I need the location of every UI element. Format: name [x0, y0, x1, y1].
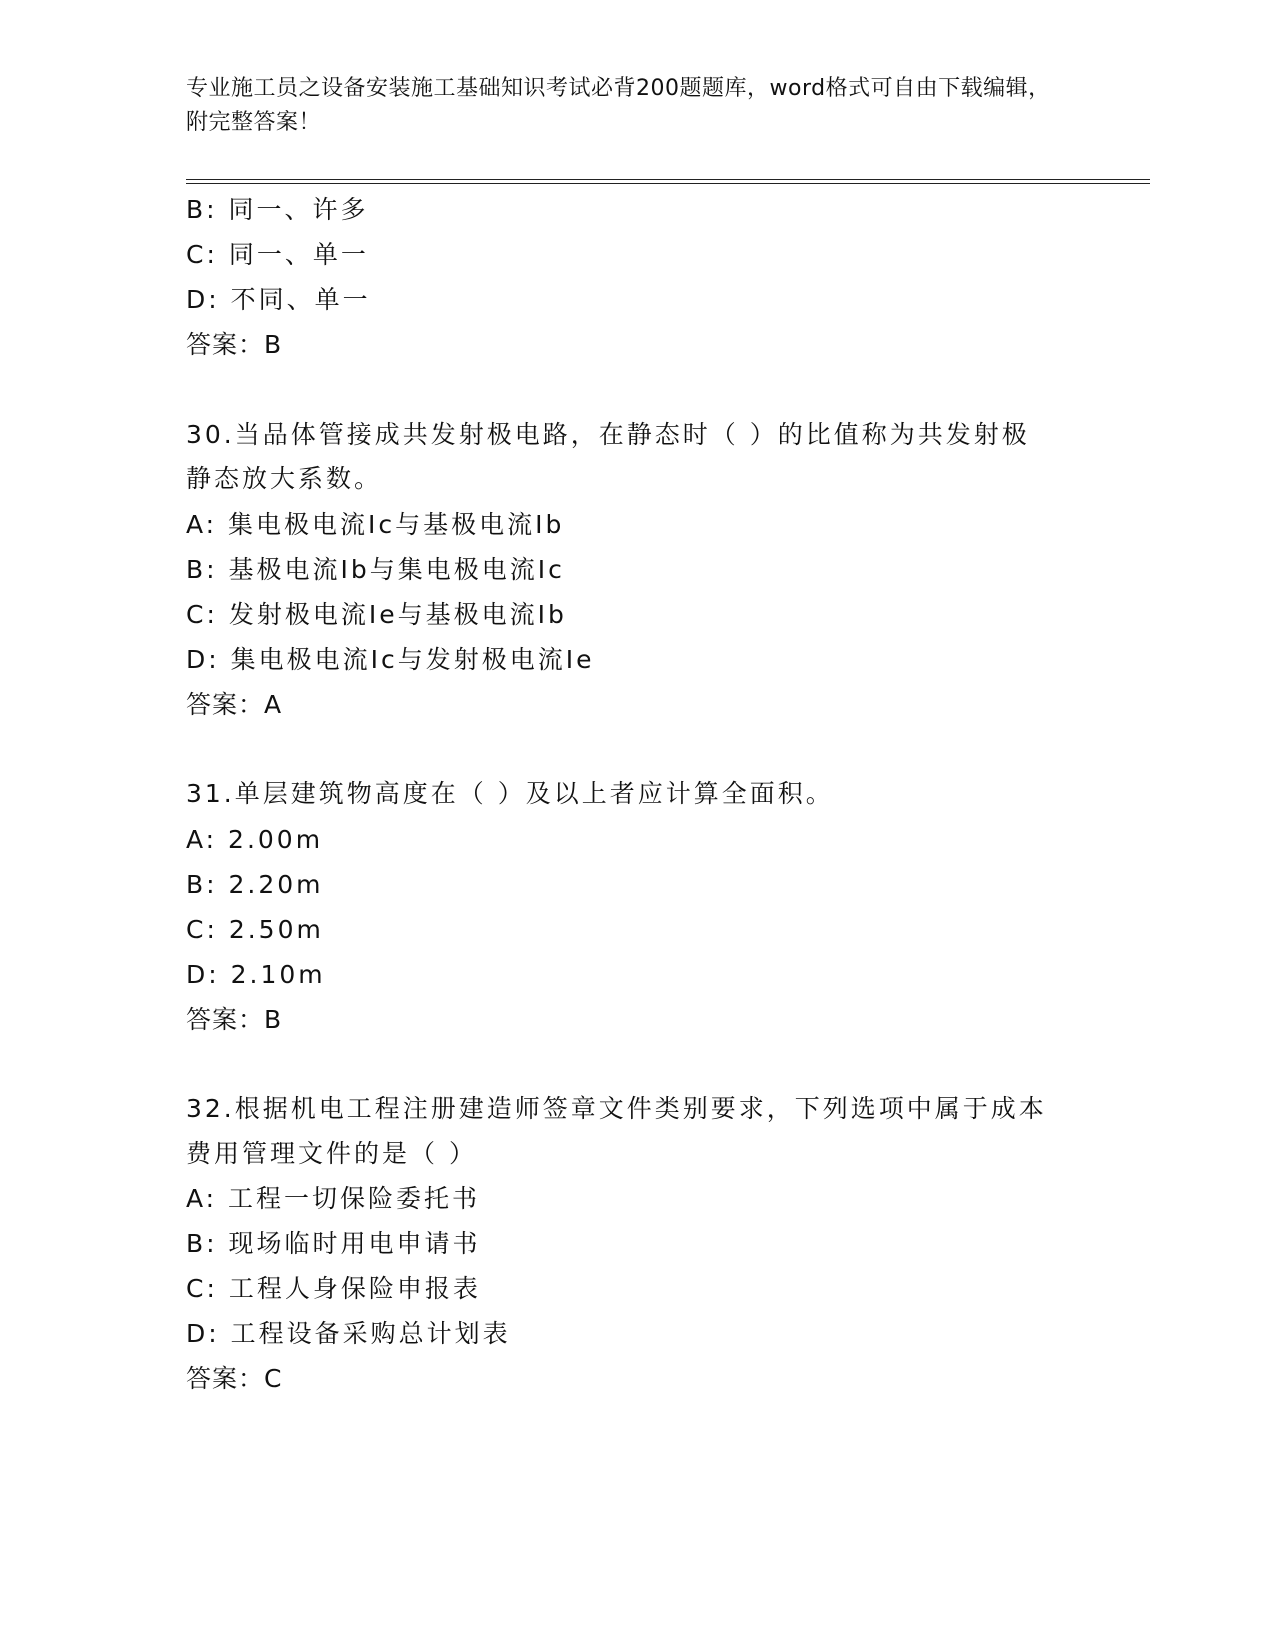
answer-value: A [264, 690, 283, 719]
q32-option-c: C: 工程人身保险申报表 [186, 1274, 481, 1303]
q32-option-b: B: 现场临时用电申请书 [186, 1229, 481, 1258]
q30-answer [186, 687, 282, 723]
answer-label: 答案： [186, 330, 265, 359]
q30-option-c: C: 发射极电流Ie与基极电流Ib [186, 600, 567, 629]
q32-answer [186, 1361, 282, 1397]
q32-option-a: A: 工程一切保险委托书 [186, 1184, 481, 1213]
document-header: 专业施工员之设备安装施工基础知识考试必背200题题库，word格式可自由下载编辑，附完整答案！ [186, 76, 1051, 135]
q32-option-d: D: 工程设备采购总计划表 [186, 1319, 511, 1348]
header-divider-bottom [186, 183, 1150, 184]
q30-stem-line2: 静态放大系数。 [186, 464, 383, 493]
q30-stem-line1: 30.当品体管接成共发射极电路，在静态时（ ）的比值称为共发射极 [186, 420, 1030, 449]
q29-answer [186, 327, 282, 363]
q30-option-d: D: 集电极电流Ic与发射极电流Ie [186, 645, 595, 674]
answer-value: B [264, 1005, 283, 1034]
q31-stem-line1: 31.单层建筑物高度在（ ）及以上者应计算全面积。 [186, 779, 834, 808]
q29-option-c: C: 同一、单一 [186, 240, 369, 269]
q31-option-c: C: 2.50m [186, 915, 324, 944]
q30-option-a: A: 集电极电流Ic与基极电流Ib [186, 510, 565, 539]
q31-option-b: B: 2.20m [186, 870, 324, 899]
answer-label: 答案： [186, 1364, 265, 1393]
q29-option-b: B: 同一、许多 [186, 195, 369, 224]
answer-value: C [264, 1364, 283, 1393]
q30-option-b: B: 基极电流Ib与集电极电流Ic [186, 555, 565, 584]
q29-option-d: D: 不同、单一 [186, 285, 371, 314]
q31-option-a: A: 2.00m [186, 825, 324, 854]
answer-label: 答案： [186, 1005, 265, 1034]
header-divider-top [186, 179, 1150, 180]
q32-stem-line1: 32.根据机电工程注册建造师签章文件类别要求，下列选项中属于成本 [186, 1094, 1047, 1123]
q31-option-d: D: 2.10m [186, 960, 326, 989]
q31-answer [186, 1002, 282, 1038]
answer-value: B [264, 330, 283, 359]
q32-stem-line2: 费用管理文件的是（ ） [186, 1139, 477, 1168]
answer-label: 答案： [186, 690, 265, 719]
